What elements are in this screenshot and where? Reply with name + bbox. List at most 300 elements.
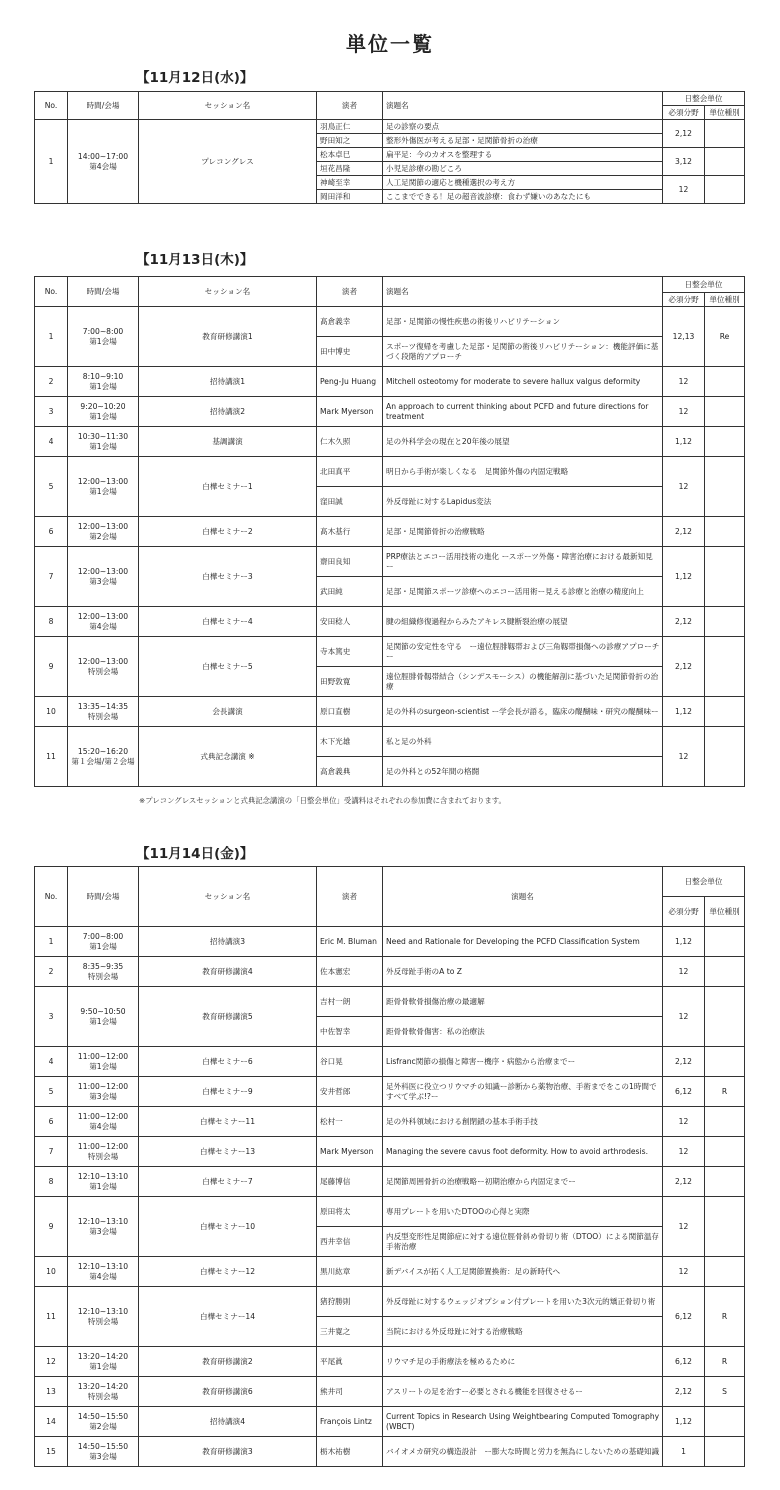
- time-venue: [68, 1077, 139, 1107]
- required-field: 1,12: [663, 927, 705, 957]
- session-name: 教育研修講演4: [139, 957, 317, 987]
- required-field: 1,12: [663, 547, 705, 607]
- time-venue: [68, 547, 139, 607]
- unit-type: [705, 1137, 745, 1167]
- table-row: [35, 1167, 745, 1197]
- col-header-required-field: 必須分野: [663, 106, 705, 120]
- topic: 小児足診療の勘どころ: [383, 162, 663, 176]
- footnote: ※プレコングレスセッションと式典記念講演の「日整会単位」受講料はそれぞれの参加費に含まれております。: [139, 796, 506, 805]
- required-field: 2,12: [663, 120, 705, 148]
- topic: 足部・足関節骨折の治療戦略: [383, 517, 663, 547]
- session-name: 白樺セミナー11: [139, 1107, 317, 1137]
- venue: 第1会場: [89, 381, 117, 391]
- topic: 距骨骨軟骨傷害：私の治療法: [383, 1017, 663, 1047]
- required-field: 12: [663, 987, 705, 1047]
- unit-type: [705, 697, 745, 727]
- venue: 特別会場: [87, 711, 119, 721]
- session-name: 招待講演4: [139, 1407, 317, 1437]
- session-name: 教育研修講演6: [139, 1377, 317, 1407]
- row-number: 9: [35, 637, 68, 697]
- topic: Managing the severe cavus foot deformity. How to avoid arthrodesis.: [383, 1137, 663, 1167]
- col-header-time: 時間/会場: [68, 92, 139, 120]
- required-field: 12: [663, 957, 705, 987]
- unit-type: [705, 1107, 745, 1137]
- table-row: [35, 307, 745, 337]
- topic: 足の外科領域における創閉鎖の基本手術手技: [383, 1107, 663, 1137]
- time-venue: [68, 1437, 139, 1467]
- venue: 第3会場: [89, 1226, 117, 1236]
- table-row: [35, 1047, 745, 1077]
- time-venue: [68, 427, 139, 457]
- row-number: 2: [35, 367, 68, 397]
- table-row: [35, 397, 745, 427]
- row-number: 11: [35, 1287, 68, 1347]
- time: 15:20~16:20: [77, 746, 129, 756]
- required-field: 1: [663, 1437, 705, 1467]
- topic: スポーツ復帰を考慮した足部・足関節の術後リハビリテーション：機能評価に基づく段階的アプローチ: [383, 337, 663, 367]
- speaker: 佐本憲宏: [317, 957, 383, 987]
- col-header-speaker: 演者: [317, 867, 383, 927]
- col-header-topic: 演題名: [383, 867, 663, 927]
- col-header-required-field: 必須分野: [663, 293, 705, 307]
- col-header-required-field: 必須分野: [663, 897, 705, 927]
- table-row: [35, 547, 745, 577]
- session-name: 教育研修講演5: [139, 987, 317, 1047]
- col-header-jsp-unit: 日整会単位: [663, 92, 745, 106]
- unit-type: R: [705, 1077, 745, 1107]
- page-title: 単位一覧: [346, 32, 434, 56]
- session-name: 白樺セミナー4: [139, 607, 317, 637]
- table-row: [35, 517, 745, 547]
- venue: 第1会場: [89, 1181, 117, 1191]
- topic: Lisfranc関節の損傷と障害ー機序・病態から治療までー: [383, 1047, 663, 1077]
- topic: Need and Rationale for Developing the PCFD Classification System: [383, 927, 663, 957]
- speaker: 野田知之: [317, 134, 383, 148]
- unit-type: [705, 120, 745, 148]
- venue: 第１会場/第２会場: [71, 756, 135, 766]
- session-name: 白樺セミナー7: [139, 1167, 317, 1197]
- time: 12:00~13:00: [77, 476, 129, 486]
- venue: 特別会場: [87, 1391, 119, 1401]
- required-field: 2,12: [663, 1167, 705, 1197]
- col-header-unit-type: 単位種別: [705, 897, 745, 927]
- speaker: 中佐智幸: [317, 1017, 383, 1047]
- session-name: 白樺セミナー10: [139, 1197, 317, 1257]
- time: 7:00~8:00: [82, 931, 124, 941]
- topic: 遠位脛腓骨靱帯結合（シンデスモーシス）の機能解剖に基づいた足関節骨折の治療: [383, 667, 663, 697]
- time: 9:20~10:20: [80, 401, 126, 411]
- required-field: 2,12: [663, 1377, 705, 1407]
- row-number: 4: [35, 1047, 68, 1077]
- required-field: 6,12: [663, 1347, 705, 1377]
- topic: 足の外科のsurgeon-scientist ー学会長が語る，臨床の醍醐味・研究の醍醐味ー: [383, 697, 663, 727]
- session-name: 教育研修講演3: [139, 1437, 317, 1467]
- speaker: 高倉義典: [317, 757, 383, 787]
- required-field: 12: [663, 727, 705, 787]
- table-row: [35, 1347, 745, 1377]
- col-header-speaker: 演者: [317, 277, 383, 307]
- time: 8:10~9:10: [82, 371, 124, 381]
- unit-type: [705, 148, 745, 176]
- day1-heading: 【11月12日(水)】: [136, 70, 254, 86]
- table-row: [35, 607, 745, 637]
- time: 10:30~11:30: [77, 431, 129, 441]
- table-row: [35, 1107, 745, 1137]
- unit-type: [705, 397, 745, 427]
- table-row: [35, 637, 745, 667]
- col-header-session: セッション名: [139, 277, 317, 307]
- time-venue: [68, 1047, 139, 1077]
- time: 12:00~13:00: [77, 521, 129, 531]
- speaker: 尾藤博信: [317, 1167, 383, 1197]
- session-name: 基調講演: [139, 427, 317, 457]
- speaker: Mark Myerson: [317, 1137, 383, 1167]
- table-row: [35, 1287, 745, 1317]
- speaker: 安田稔人: [317, 607, 383, 637]
- session-name: 招待講演1: [139, 367, 317, 397]
- time: 13:20~14:20: [77, 1351, 129, 1361]
- col-header-no: No.: [35, 92, 68, 120]
- session-name: 白樺セミナー12: [139, 1257, 317, 1287]
- unit-type: [705, 927, 745, 957]
- speaker: 熊井司: [317, 1377, 383, 1407]
- row-number: 12: [35, 1347, 68, 1377]
- table-row: [35, 367, 745, 397]
- unit-type: [705, 427, 745, 457]
- topic: 専用プレートを用いたDTOOの心得と実際: [383, 1197, 663, 1227]
- row-number: 1: [35, 120, 68, 204]
- topic: Mitchell osteotomy for moderate to severe hallux valgus deformity: [383, 367, 663, 397]
- unit-type: [705, 1407, 745, 1437]
- session-name: 白樺セミナー5: [139, 637, 317, 697]
- required-field: 1,12: [663, 697, 705, 727]
- col-header-unit-type: 単位種別: [705, 293, 745, 307]
- topic: An approach to current thinking about PCFD and future directions for treatment: [383, 397, 663, 427]
- row-number: 5: [35, 1077, 68, 1107]
- required-field: 3,12: [663, 148, 705, 176]
- time-venue: [68, 607, 139, 637]
- time-venue: [68, 367, 139, 397]
- session-name: 白樺セミナー9: [139, 1077, 317, 1107]
- venue: 第4会場: [89, 1271, 117, 1281]
- session-name: 教育研修講演2: [139, 1347, 317, 1377]
- required-field: 2,12: [663, 1047, 705, 1077]
- speaker: 田中博史: [317, 337, 383, 367]
- time: 13:20~14:20: [77, 1381, 129, 1391]
- time-venue: [68, 1167, 139, 1197]
- time-venue: [68, 1137, 139, 1167]
- session-name: 式典記念講演 ※: [139, 727, 317, 787]
- time-venue: [68, 1407, 139, 1437]
- row-number: 7: [35, 547, 68, 607]
- row-number: 8: [35, 1167, 68, 1197]
- col-header-jsp-unit: 日整会単位: [663, 867, 745, 897]
- time: 11:00~12:00: [77, 1051, 129, 1061]
- time: 12:10~13:10: [77, 1261, 129, 1271]
- venue: 第1会場: [89, 336, 117, 346]
- time-venue: [68, 1287, 139, 1347]
- venue: 特別会場: [87, 666, 119, 676]
- unit-type: R: [705, 1287, 745, 1347]
- time-venue: [68, 637, 139, 697]
- table-row: [35, 120, 745, 134]
- speaker: 田野敦寛: [317, 667, 383, 697]
- speaker: 髙倉義幸: [317, 307, 383, 337]
- speaker: 原口直樹: [317, 697, 383, 727]
- time-venue: [68, 1257, 139, 1287]
- session-name: 教育研修講演1: [139, 307, 317, 367]
- col-header-session: セッション名: [139, 92, 317, 120]
- topic: 足の診察の要点: [383, 120, 663, 134]
- topic: 足関節周囲骨折の治療戦略ー初期治療から内固定までー: [383, 1167, 663, 1197]
- table-row: [35, 1257, 745, 1287]
- row-number: 1: [35, 927, 68, 957]
- unit-type: Re: [705, 307, 745, 367]
- time: 7:00~8:00: [82, 326, 124, 336]
- table-row: [35, 457, 745, 487]
- speaker: 松本卓巳: [317, 148, 383, 162]
- speaker: 松村一: [317, 1107, 383, 1137]
- speaker: 原田将太: [317, 1197, 383, 1227]
- unit-type: [705, 1167, 745, 1197]
- topic: 新デバイスが拓く人工足関節置換術：足の新時代へ: [383, 1257, 663, 1287]
- time-venue: [68, 307, 139, 367]
- time: 12:10~13:10: [77, 1171, 129, 1181]
- row-number: 11: [35, 727, 68, 787]
- unit-type: [705, 957, 745, 987]
- topic: 人工足関節の適応と機種選択の考え方: [383, 176, 663, 190]
- row-number: 14: [35, 1407, 68, 1437]
- row-number: 7: [35, 1137, 68, 1167]
- speaker: 寺本篤史: [317, 637, 383, 667]
- speaker: 神崎至幸: [317, 176, 383, 190]
- session-name: 白樺セミナー13: [139, 1137, 317, 1167]
- venue: 第2会場: [89, 531, 117, 541]
- speaker: 谷口晃: [317, 1047, 383, 1077]
- topic: 扁平足：今のカオスを整理する: [383, 148, 663, 162]
- speaker: 羽鳥正仁: [317, 120, 383, 134]
- venue: 第1会場: [89, 1016, 117, 1026]
- col-header-topic: 演題名: [383, 92, 663, 120]
- time-venue: [68, 1197, 139, 1257]
- unit-type: [705, 1437, 745, 1467]
- venue: 第1会場: [89, 411, 117, 421]
- unit-type: [705, 987, 745, 1047]
- speaker: 岡田洋和: [317, 190, 383, 204]
- speaker: 武田純: [317, 577, 383, 607]
- speaker: 栃木祐樹: [317, 1437, 383, 1467]
- row-number: 8: [35, 607, 68, 637]
- time-venue: [68, 957, 139, 987]
- topic: 腱の組織修復過程からみたアキレス腱断裂治療の展望: [383, 607, 663, 637]
- time-venue: [68, 1377, 139, 1407]
- table-row: [35, 1197, 745, 1227]
- table-row: [35, 957, 745, 987]
- session-name: プレコングレス: [139, 120, 317, 204]
- table-row: [35, 987, 745, 1017]
- topic: 内反型変形性足関節症に対する遠位脛骨斜め骨切り術（DTOO）による関節温存手術治療: [383, 1227, 663, 1257]
- required-field: 12: [663, 1107, 705, 1137]
- time-venue: [68, 517, 139, 547]
- time: 14:50~15:50: [77, 1411, 129, 1421]
- time: 12:10~13:10: [77, 1306, 129, 1316]
- col-header-time: 時間/会場: [68, 277, 139, 307]
- table-row: [35, 1377, 745, 1407]
- speaker: 安井哲郎: [317, 1077, 383, 1107]
- topic: 明日から手術が楽しくなる 足関節外傷の内固定戦略: [383, 457, 663, 487]
- day1-table: [34, 91, 745, 204]
- table-row: [35, 1077, 745, 1107]
- required-field: 1,12: [663, 427, 705, 457]
- venue: 第4会場: [89, 621, 117, 631]
- session-name: 白樺セミナー14: [139, 1287, 317, 1347]
- venue: 第1会場: [89, 486, 117, 496]
- speaker: Peng-Ju Huang: [317, 367, 383, 397]
- time: 13:35~14:35: [77, 701, 129, 711]
- required-field: 12: [663, 367, 705, 397]
- session-name: 白樺セミナー1: [139, 457, 317, 517]
- speaker: 平尾眞: [317, 1347, 383, 1377]
- unit-type: [705, 367, 745, 397]
- unit-type: [705, 1047, 745, 1077]
- time-venue: [68, 1107, 139, 1137]
- day2-heading: 【11月13日(木)】: [136, 252, 254, 268]
- row-number: 13: [35, 1377, 68, 1407]
- topic: 外反母趾に対するLapidus変法: [383, 487, 663, 517]
- required-field: 6,12: [663, 1077, 705, 1107]
- session-name: 白樺セミナー6: [139, 1047, 317, 1077]
- table-row: [35, 927, 745, 957]
- topic: 足部・足関節スポーツ診療へのエコー活用術ー見える診療と治療の精度向上: [383, 577, 663, 607]
- time-venue: [68, 397, 139, 427]
- topic: 距骨骨軟骨損傷治療の最適解: [383, 987, 663, 1017]
- unit-type: S: [705, 1377, 745, 1407]
- venue: 第2会場: [89, 1421, 117, 1431]
- speaker: Mark Myerson: [317, 397, 383, 427]
- required-field: 2,12: [663, 637, 705, 697]
- day2-table: [34, 276, 745, 787]
- unit-type: [705, 547, 745, 607]
- topic: 足の外科学会の現在と20年後の展望: [383, 427, 663, 457]
- venue: 第1会場: [89, 1061, 117, 1071]
- speaker: 北田真平: [317, 457, 383, 487]
- session-name: 招待講演3: [139, 927, 317, 957]
- time-venue: [68, 927, 139, 957]
- topic: PRP療法とエコー活用技術の進化 ースポーツ外傷・障害治療における最新知見ー: [383, 547, 663, 577]
- required-field: 2,12: [663, 607, 705, 637]
- speaker: 窪田誠: [317, 487, 383, 517]
- row-number: 9: [35, 1197, 68, 1257]
- speaker: 三井寛之: [317, 1317, 383, 1347]
- required-field: 6,12: [663, 1287, 705, 1347]
- venue: 第3会場: [89, 1451, 117, 1461]
- unit-type: [705, 727, 745, 787]
- required-field: 12: [663, 457, 705, 517]
- unit-type: R: [705, 1347, 745, 1377]
- speaker: 木下光雄: [317, 727, 383, 757]
- speaker: 垣花昌隆: [317, 162, 383, 176]
- required-field: 2,12: [663, 517, 705, 547]
- topic: 外反母趾手術のA to Z: [383, 957, 663, 987]
- required-field: 12: [663, 1197, 705, 1257]
- unit-type: [705, 1197, 745, 1257]
- col-header-no: No.: [35, 277, 68, 307]
- speaker: 西井幸信: [317, 1227, 383, 1257]
- unit-type: [705, 637, 745, 697]
- topic: 足部・足関節の慢性疾患の術後リハビリテーション: [383, 307, 663, 337]
- unit-type: [705, 1257, 745, 1287]
- topic: 足の外科との52年間の格闘: [383, 757, 663, 787]
- col-header-jsp-unit: 日整会単位: [663, 277, 745, 293]
- topic: 足関節の安定性を守る ー遠位脛腓靱帯および三角靱帯損傷への診療アプローチー: [383, 637, 663, 667]
- venue: 特別会場: [87, 1316, 119, 1326]
- table-row: [35, 697, 745, 727]
- venue: 特別会場: [87, 1151, 119, 1161]
- time: 14:50~15:50: [77, 1441, 129, 1451]
- table-row: [35, 1407, 745, 1437]
- time: 11:00~12:00: [77, 1111, 129, 1121]
- venue: 特別会場: [87, 971, 119, 981]
- time-venue: [68, 457, 139, 517]
- venue: 第1会場: [89, 1361, 117, 1371]
- speaker: 吉村一朗: [317, 987, 383, 1017]
- table-row: [35, 727, 745, 757]
- topic: アスリートの足を治すー必要とされる機能を回復させるー: [383, 1377, 663, 1407]
- row-number: 6: [35, 1107, 68, 1137]
- time-venue: [68, 120, 139, 204]
- venue: 第3会場: [89, 1091, 117, 1101]
- speaker: 髙木基行: [317, 517, 383, 547]
- speaker: 黒川紘章: [317, 1257, 383, 1287]
- row-number: 5: [35, 457, 68, 517]
- row-number: 6: [35, 517, 68, 547]
- required-field: 12: [663, 1257, 705, 1287]
- row-number: 3: [35, 987, 68, 1047]
- time: 9:50~10:50: [80, 1006, 126, 1016]
- day3-table: [34, 866, 745, 1467]
- col-header-unit-type: 単位種別: [705, 106, 745, 120]
- session-name: 白樺セミナー2: [139, 517, 317, 547]
- topic: 当院における外反母趾に対する治療戦略: [383, 1317, 663, 1347]
- venue: 第1会場: [89, 441, 117, 451]
- venue: 第3会場: [89, 576, 117, 586]
- row-number: 1: [35, 307, 68, 367]
- venue: 第4会場: [89, 161, 117, 171]
- col-header-time: 時間/会場: [68, 867, 139, 927]
- session-name: 会長講演: [139, 697, 317, 727]
- table-row: [35, 1137, 745, 1167]
- col-header-no: No.: [35, 867, 68, 927]
- time: 11:00~12:00: [77, 1081, 129, 1091]
- topic: 私と足の外科: [383, 727, 663, 757]
- topic: リウマチ足の手術療法を極めるために: [383, 1347, 663, 1377]
- time: 12:00~13:00: [77, 611, 129, 621]
- session-name: 白樺セミナー3: [139, 547, 317, 607]
- required-field: 12: [663, 397, 705, 427]
- col-header-session: セッション名: [139, 867, 317, 927]
- time-venue: [68, 1347, 139, 1377]
- topic: 足外科医に役立つリウマチの知識ー診断から薬物治療、手術までをこの1時間ですべて学ぶ!?ー: [383, 1077, 663, 1107]
- time: 12:00~13:00: [77, 656, 129, 666]
- required-field: 12,13: [663, 307, 705, 367]
- time: 14:00~17:00: [77, 151, 129, 161]
- row-number: 4: [35, 427, 68, 457]
- row-number: 2: [35, 957, 68, 987]
- unit-type: [705, 457, 745, 517]
- time-venue: [68, 727, 139, 787]
- row-number: 3: [35, 397, 68, 427]
- topic: 外反母趾に対するウェッジオプション付プレートを用いた3次元的矯正骨切り術: [383, 1287, 663, 1317]
